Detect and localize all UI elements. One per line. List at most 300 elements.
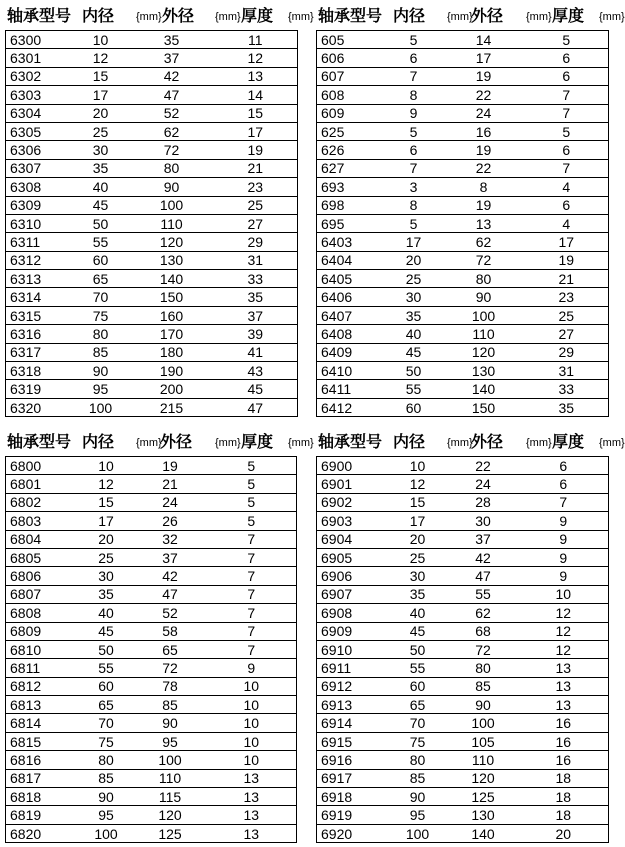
cell-model: 6809 xyxy=(6,622,79,640)
cell-thickness: 31 xyxy=(525,362,609,380)
cell-outer-diameter: 150 xyxy=(443,398,525,416)
cell-model: 6906 xyxy=(317,567,388,585)
unit-mm-label: {mm} xyxy=(136,11,162,23)
cell-model: 6320 xyxy=(6,398,72,416)
cell-inner-diameter: 30 xyxy=(388,567,448,585)
cell-outer-diameter: 100 xyxy=(130,196,214,214)
header-thickness: 厚度 xyxy=(241,434,274,451)
cell-inner-diameter: 70 xyxy=(72,288,130,306)
cell-outer-diameter: 80 xyxy=(130,159,214,177)
cell-inner-diameter: 85 xyxy=(79,769,134,787)
cell-thickness: 9 xyxy=(519,530,609,548)
cell-outer-diameter: 19 xyxy=(443,67,525,85)
table-row xyxy=(317,362,609,380)
cell-thickness: 10 xyxy=(207,732,297,750)
cell-outer-diameter: 150 xyxy=(130,288,214,306)
table-row xyxy=(317,86,609,104)
table-row xyxy=(317,343,609,361)
cell-model: 626 xyxy=(317,141,385,159)
cell-inner-diameter: 35 xyxy=(388,585,448,603)
header-model: 轴承型号 xyxy=(318,434,383,451)
cell-thickness: 23 xyxy=(525,288,609,306)
cell-inner-diameter: 3 xyxy=(385,178,443,196)
cell-model: 6301 xyxy=(6,49,72,67)
cell-model: 6900 xyxy=(317,457,388,475)
table-row xyxy=(317,548,609,566)
cell-inner-diameter: 8 xyxy=(385,196,443,214)
cell-thickness: 7 xyxy=(519,493,609,511)
cell-model: 6412 xyxy=(317,398,385,416)
cell-model: 6912 xyxy=(317,677,388,695)
unit-mm-label: {mm} xyxy=(447,437,473,449)
table-row xyxy=(317,659,609,677)
cell-thickness: 5 xyxy=(525,31,609,49)
table-row xyxy=(317,567,609,585)
cell-outer-diameter: 19 xyxy=(134,457,207,475)
cell-outer-diameter: 85 xyxy=(448,677,519,695)
cell-thickness: 16 xyxy=(519,751,609,769)
cell-inner-diameter: 55 xyxy=(388,659,448,677)
cell-thickness: 11 xyxy=(214,31,298,49)
cell-outer-diameter: 14 xyxy=(443,31,525,49)
cell-thickness: 6 xyxy=(525,49,609,67)
cell-model: 6916 xyxy=(317,751,388,769)
cell-model: 695 xyxy=(317,214,385,232)
cell-outer-diameter: 24 xyxy=(134,493,207,511)
cell-model: 6815 xyxy=(6,732,79,750)
cell-inner-diameter: 6 xyxy=(385,49,443,67)
table-row xyxy=(6,251,298,269)
cell-model: 606 xyxy=(317,49,385,67)
unit-mm-label: {mm} xyxy=(526,437,552,449)
table-row xyxy=(317,104,609,122)
table-row xyxy=(6,714,297,732)
cell-outer-diameter: 37 xyxy=(134,548,207,566)
table-row xyxy=(6,104,298,122)
cell-model: 6909 xyxy=(317,622,388,640)
cell-thickness: 35 xyxy=(525,398,609,416)
table-row xyxy=(6,233,298,251)
cell-inner-diameter: 17 xyxy=(72,86,130,104)
header-outer-diameter: 外径 xyxy=(160,434,193,451)
header-model: 轴承型号 xyxy=(7,8,72,25)
cell-outer-diameter: 200 xyxy=(130,380,214,398)
cell-model: 6819 xyxy=(6,806,79,824)
cell-thickness: 13 xyxy=(519,659,609,677)
cell-outer-diameter: 180 xyxy=(130,343,214,361)
cell-inner-diameter: 55 xyxy=(79,659,134,677)
table-row xyxy=(6,67,298,85)
cell-model: 6818 xyxy=(6,788,79,806)
cell-inner-diameter: 80 xyxy=(79,751,134,769)
cell-model: 6404 xyxy=(317,251,385,269)
cell-model: 6410 xyxy=(317,362,385,380)
cell-model: 6309 xyxy=(6,196,72,214)
cell-inner-diameter: 95 xyxy=(79,806,134,824)
cell-thickness: 25 xyxy=(214,196,298,214)
cell-outer-diameter: 140 xyxy=(448,824,519,842)
cell-outer-diameter: 22 xyxy=(448,457,519,475)
table-row xyxy=(317,251,609,269)
cell-model: 6903 xyxy=(317,512,388,530)
cell-thickness: 7 xyxy=(207,567,297,585)
cell-outer-diameter: 160 xyxy=(130,306,214,324)
table-row xyxy=(6,788,297,806)
cell-outer-diameter: 24 xyxy=(443,104,525,122)
cell-outer-diameter: 90 xyxy=(130,178,214,196)
table-row xyxy=(6,49,298,67)
cell-outer-diameter: 47 xyxy=(134,585,207,603)
table-row xyxy=(317,67,609,85)
table-row xyxy=(317,325,609,343)
cell-model: 6908 xyxy=(317,604,388,622)
cell-model: 6813 xyxy=(6,696,79,714)
cell-model: 6312 xyxy=(6,251,72,269)
cell-inner-diameter: 25 xyxy=(72,122,130,140)
cell-outer-diameter: 28 xyxy=(448,493,519,511)
cell-thickness: 7 xyxy=(525,104,609,122)
table-row xyxy=(6,567,297,585)
cell-thickness: 27 xyxy=(214,214,298,232)
cell-thickness: 10 xyxy=(207,696,297,714)
cell-thickness: 27 xyxy=(525,325,609,343)
table-row xyxy=(317,530,609,548)
cell-outer-diameter: 110 xyxy=(448,751,519,769)
table-row xyxy=(6,362,298,380)
cell-inner-diameter: 5 xyxy=(385,122,443,140)
table-row xyxy=(6,306,298,324)
header-outer-diameter: 外径 xyxy=(162,8,195,25)
cell-thickness: 15 xyxy=(214,104,298,122)
cell-inner-diameter: 85 xyxy=(72,343,130,361)
table-row xyxy=(317,122,609,140)
cell-thickness: 23 xyxy=(214,178,298,196)
cell-thickness: 16 xyxy=(519,732,609,750)
unit-mm-label: {mm} xyxy=(136,437,162,449)
cell-model: 6310 xyxy=(6,214,72,232)
cell-model: 608 xyxy=(317,86,385,104)
bearing-table xyxy=(316,30,609,417)
table-row xyxy=(6,475,297,493)
cell-model: 6408 xyxy=(317,325,385,343)
cell-inner-diameter: 5 xyxy=(385,214,443,232)
cell-inner-diameter: 17 xyxy=(388,512,448,530)
cell-inner-diameter: 17 xyxy=(79,512,134,530)
cell-thickness: 12 xyxy=(519,622,609,640)
cell-outer-diameter: 55 xyxy=(448,585,519,603)
cell-outer-diameter: 37 xyxy=(130,49,214,67)
cell-outer-diameter: 110 xyxy=(130,214,214,232)
cell-model: 6306 xyxy=(6,141,72,159)
cell-model: 6317 xyxy=(6,343,72,361)
cell-outer-diameter: 120 xyxy=(443,343,525,361)
cell-thickness: 14 xyxy=(214,86,298,104)
cell-thickness: 13 xyxy=(207,788,297,806)
cell-thickness: 37 xyxy=(214,306,298,324)
cell-model: 6304 xyxy=(6,104,72,122)
cell-thickness: 13 xyxy=(519,696,609,714)
cell-outer-diameter: 19 xyxy=(443,196,525,214)
cell-inner-diameter: 50 xyxy=(388,640,448,658)
cell-inner-diameter: 30 xyxy=(72,141,130,159)
cell-thickness: 35 xyxy=(214,288,298,306)
cell-inner-diameter: 25 xyxy=(388,548,448,566)
table-row xyxy=(6,677,297,695)
cell-outer-diameter: 110 xyxy=(134,769,207,787)
cell-inner-diameter: 40 xyxy=(385,325,443,343)
cell-inner-diameter: 25 xyxy=(385,270,443,288)
cell-outer-diameter: 115 xyxy=(134,788,207,806)
cell-model: 625 xyxy=(317,122,385,140)
cell-inner-diameter: 6 xyxy=(385,141,443,159)
cell-model: 6403 xyxy=(317,233,385,251)
cell-model: 6303 xyxy=(6,86,72,104)
cell-inner-diameter: 5 xyxy=(385,31,443,49)
cell-inner-diameter: 45 xyxy=(388,622,448,640)
cell-thickness: 33 xyxy=(214,270,298,288)
cell-inner-diameter: 95 xyxy=(72,380,130,398)
table-row xyxy=(317,214,609,232)
cell-thickness: 17 xyxy=(214,122,298,140)
cell-inner-diameter: 95 xyxy=(388,806,448,824)
table-row xyxy=(317,196,609,214)
cell-model: 6800 xyxy=(6,457,79,475)
cell-outer-diameter: 120 xyxy=(134,806,207,824)
cell-inner-diameter: 90 xyxy=(388,788,448,806)
cell-thickness: 10 xyxy=(207,677,297,695)
cell-model: 6811 xyxy=(6,659,79,677)
cell-outer-diameter: 90 xyxy=(448,696,519,714)
cell-outer-diameter: 42 xyxy=(134,567,207,585)
cell-inner-diameter: 45 xyxy=(72,196,130,214)
cell-model: 6812 xyxy=(6,677,79,695)
table-row xyxy=(6,178,298,196)
table-row xyxy=(317,696,609,714)
table-row xyxy=(6,214,298,232)
cell-inner-diameter: 75 xyxy=(72,306,130,324)
header-model: 轴承型号 xyxy=(7,434,72,451)
cell-outer-diameter: 52 xyxy=(134,604,207,622)
cell-outer-diameter: 125 xyxy=(448,788,519,806)
table-row xyxy=(317,398,609,416)
cell-inner-diameter: 40 xyxy=(79,604,134,622)
cell-inner-diameter: 20 xyxy=(72,104,130,122)
cell-outer-diameter: 125 xyxy=(134,824,207,842)
cell-thickness: 18 xyxy=(519,806,609,824)
cell-thickness: 7 xyxy=(207,604,297,622)
table-row xyxy=(317,159,609,177)
bearing-table xyxy=(316,456,609,843)
cell-thickness: 17 xyxy=(525,233,609,251)
table-row xyxy=(6,732,297,750)
cell-outer-diameter: 72 xyxy=(448,640,519,658)
cell-model: 6904 xyxy=(317,530,388,548)
cell-inner-diameter: 65 xyxy=(79,696,134,714)
table-row xyxy=(6,325,298,343)
table-row xyxy=(317,732,609,750)
cell-outer-diameter: 120 xyxy=(130,233,214,251)
cell-outer-diameter: 140 xyxy=(443,380,525,398)
cell-inner-diameter: 7 xyxy=(385,159,443,177)
cell-thickness: 29 xyxy=(214,233,298,251)
cell-inner-diameter: 9 xyxy=(385,104,443,122)
cell-thickness: 9 xyxy=(519,548,609,566)
cell-outer-diameter: 21 xyxy=(134,475,207,493)
table-row xyxy=(317,306,609,324)
cell-outer-diameter: 120 xyxy=(448,769,519,787)
cell-thickness: 5 xyxy=(207,457,297,475)
table-row xyxy=(6,86,298,104)
header-thickness: 厚度 xyxy=(552,8,585,25)
cell-model: 6302 xyxy=(6,67,72,85)
cell-thickness: 19 xyxy=(525,251,609,269)
table-row xyxy=(6,122,298,140)
table-row xyxy=(317,493,609,511)
header-inner-diameter: 内径 xyxy=(393,434,426,451)
cell-outer-diameter: 78 xyxy=(134,677,207,695)
table-row xyxy=(317,270,609,288)
cell-model: 6808 xyxy=(6,604,79,622)
cell-thickness: 18 xyxy=(519,769,609,787)
unit-mm-label: {mm} xyxy=(599,437,625,449)
table-row xyxy=(6,196,298,214)
cell-model: 6315 xyxy=(6,306,72,324)
cell-thickness: 7 xyxy=(207,622,297,640)
table-row xyxy=(317,49,609,67)
cell-outer-diameter: 110 xyxy=(443,325,525,343)
cell-model: 6311 xyxy=(6,233,72,251)
cell-thickness: 39 xyxy=(214,325,298,343)
unit-mm-label: {mm} xyxy=(526,11,552,23)
cell-thickness: 5 xyxy=(207,512,297,530)
table-row xyxy=(317,585,609,603)
cell-outer-diameter: 72 xyxy=(134,659,207,677)
table-row xyxy=(317,640,609,658)
cell-outer-diameter: 100 xyxy=(448,714,519,732)
cell-model: 6801 xyxy=(6,475,79,493)
cell-thickness: 10 xyxy=(207,714,297,732)
table-row xyxy=(6,512,297,530)
cell-inner-diameter: 55 xyxy=(72,233,130,251)
cell-inner-diameter: 60 xyxy=(388,677,448,695)
cell-inner-diameter: 12 xyxy=(72,49,130,67)
header-inner-diameter: 内径 xyxy=(82,8,115,25)
cell-outer-diameter: 62 xyxy=(130,122,214,140)
cell-outer-diameter: 90 xyxy=(134,714,207,732)
cell-thickness: 43 xyxy=(214,362,298,380)
table-row xyxy=(317,806,609,824)
cell-thickness: 6 xyxy=(525,67,609,85)
unit-mm-label: {mm} xyxy=(447,11,473,23)
table-row xyxy=(6,159,298,177)
table-row xyxy=(317,31,609,49)
cell-thickness: 41 xyxy=(214,343,298,361)
cell-model: 6810 xyxy=(6,640,79,658)
cell-model: 6901 xyxy=(317,475,388,493)
table-row xyxy=(317,512,609,530)
cell-inner-diameter: 17 xyxy=(385,233,443,251)
cell-inner-diameter: 20 xyxy=(79,530,134,548)
cell-inner-diameter: 40 xyxy=(72,178,130,196)
cell-thickness: 7 xyxy=(525,86,609,104)
header-inner-diameter: 内径 xyxy=(82,434,115,451)
unit-mm-label: {mm} xyxy=(599,11,625,23)
cell-outer-diameter: 32 xyxy=(134,530,207,548)
cell-model: 6907 xyxy=(317,585,388,603)
table-row xyxy=(317,457,609,475)
cell-inner-diameter: 35 xyxy=(79,585,134,603)
cell-outer-diameter: 130 xyxy=(448,806,519,824)
cell-inner-diameter: 10 xyxy=(72,31,130,49)
cell-thickness: 18 xyxy=(519,788,609,806)
cell-thickness: 5 xyxy=(207,475,297,493)
unit-mm-label: {mm} xyxy=(215,11,241,23)
cell-inner-diameter: 30 xyxy=(385,288,443,306)
cell-inner-diameter: 90 xyxy=(79,788,134,806)
cell-inner-diameter: 50 xyxy=(79,640,134,658)
cell-inner-diameter: 7 xyxy=(385,67,443,85)
table-row xyxy=(317,178,609,196)
cell-thickness: 7 xyxy=(207,548,297,566)
table-row xyxy=(317,714,609,732)
cell-inner-diameter: 8 xyxy=(385,86,443,104)
table-row xyxy=(6,457,297,475)
cell-outer-diameter: 30 xyxy=(448,512,519,530)
cell-model: 6803 xyxy=(6,512,79,530)
cell-thickness: 12 xyxy=(519,640,609,658)
cell-thickness: 33 xyxy=(525,380,609,398)
cell-thickness: 45 xyxy=(214,380,298,398)
cell-inner-diameter: 35 xyxy=(385,306,443,324)
table-row xyxy=(6,769,297,787)
cell-inner-diameter: 55 xyxy=(385,380,443,398)
cell-model: 6910 xyxy=(317,640,388,658)
cell-outer-diameter: 22 xyxy=(443,159,525,177)
cell-outer-diameter: 16 xyxy=(443,122,525,140)
cell-thickness: 21 xyxy=(525,270,609,288)
cell-outer-diameter: 100 xyxy=(134,751,207,769)
cell-thickness: 13 xyxy=(214,67,298,85)
cell-thickness: 29 xyxy=(525,343,609,361)
cell-outer-diameter: 17 xyxy=(443,49,525,67)
cell-model: 6919 xyxy=(317,806,388,824)
cell-model: 6804 xyxy=(6,530,79,548)
cell-thickness: 12 xyxy=(519,604,609,622)
header-outer-diameter: 外径 xyxy=(471,8,504,25)
cell-model: 607 xyxy=(317,67,385,85)
cell-thickness: 4 xyxy=(525,214,609,232)
cell-inner-diameter: 45 xyxy=(79,622,134,640)
cell-outer-diameter: 68 xyxy=(448,622,519,640)
cell-model: 6307 xyxy=(6,159,72,177)
cell-thickness: 5 xyxy=(207,493,297,511)
cell-outer-diameter: 72 xyxy=(443,251,525,269)
unit-mm-label: {mm} xyxy=(215,437,241,449)
cell-model: 6305 xyxy=(6,122,72,140)
cell-model: 6807 xyxy=(6,585,79,603)
header-outer-diameter: 外径 xyxy=(471,434,504,451)
cell-thickness: 31 xyxy=(214,251,298,269)
table-row xyxy=(317,288,609,306)
cell-model: 609 xyxy=(317,104,385,122)
cell-thickness: 13 xyxy=(207,769,297,787)
cell-outer-diameter: 37 xyxy=(448,530,519,548)
table-row xyxy=(6,622,297,640)
table-row xyxy=(6,270,298,288)
cell-outer-diameter: 13 xyxy=(443,214,525,232)
cell-outer-diameter: 42 xyxy=(130,67,214,85)
table-row xyxy=(6,659,297,677)
